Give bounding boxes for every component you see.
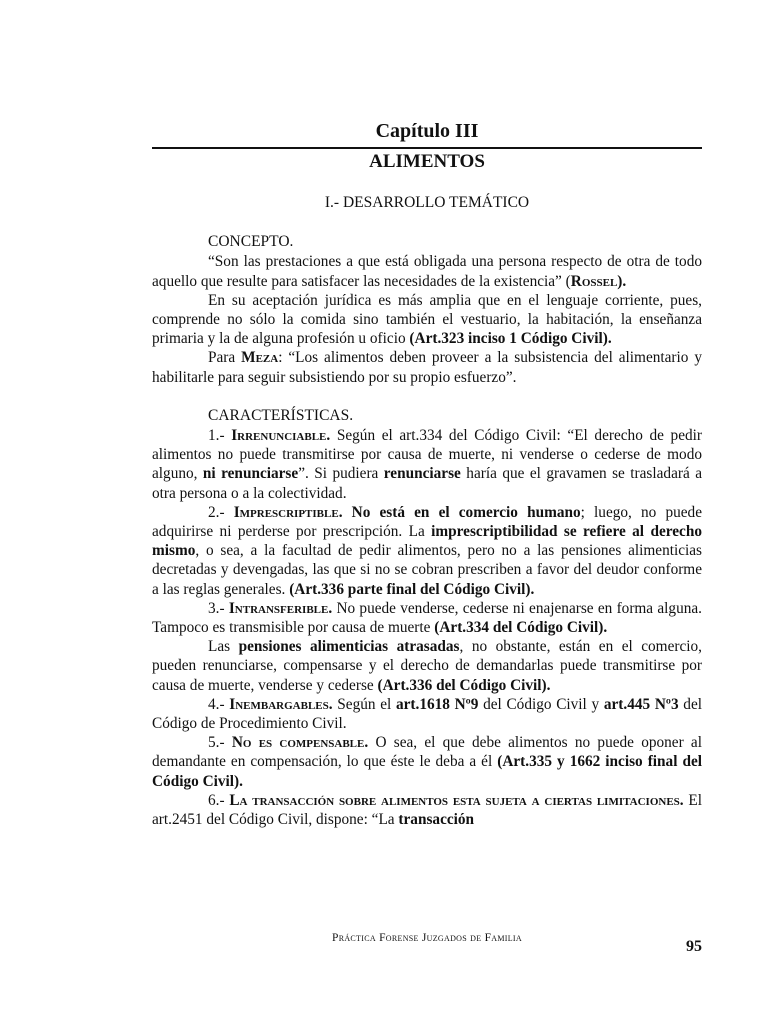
characteristic-1: 1.- Irrenunciable. Según el art.334 del Código Civil: “El derecho de pedir alimentos no puede transmitirse por causa de muerte, ni venderse o cederse de modo alguno, ni renunciarse”. Si pudiera renunciarse haría que el gravamen se trasladará a otra persona o a la colectividad. <box>152 427 702 502</box>
page-footer: Práctica Forense Juzgados de Familia <box>332 932 522 944</box>
section-heading: I.- DESARROLLO TEMÁTICO <box>324 194 530 211</box>
page-content <box>152 118 702 829</box>
characteristic-4: 4.- Inembargables. Según el art.1618 Nº9 del Código Civil y art.445 Nº3 del Código de Procedimiento Civil. <box>152 695 702 733</box>
heading-rule <box>152 147 702 149</box>
concept-heading: CONCEPTO. <box>208 233 294 251</box>
characteristic-3-note: Las pensiones alimenticias atrasadas, no obstante, están en el comercio, pueden renunciarse, compensarse y el derecho de demandarlas puede transmitirse por causa de muerte, venderse y cederse (Art.336 del Código Civil). <box>152 638 702 694</box>
characteristic-2: 2.- Imprescriptible. No está en el comercio humano; luego, no puede adquirirse ni perderse por prescripción. La imprescriptibilidad se refiere al derecho mismo, o sea, a la facultad de pedir alimentos, pero no a las pensiones alimenticias decretadas y devengadas, las que si no se cobran prescriben a favor del deudor conforme a las reglas generales. (Art.336 parte final del Código Civil). <box>152 503 702 598</box>
characteristic-3: 3.- Intransferible. No puede venderse, cederse ni enajenarse en forma alguna. Tampoco es transmisible por causa de muerte (Art.334 del Código Civil). <box>152 599 702 637</box>
concept-paragraph-2: En su aceptación jurídica es más amplia que en el lenguaje corriente, pues, comprende no sólo la comida sino también el vestuario, la habitación, la enseñanza primaria y la de alguna profesión u oficio (Art.323 inciso 1 Código Civil). <box>152 291 702 348</box>
characteristics-heading: CARACTERÍSTICAS. <box>208 406 354 424</box>
characteristic-5: 5.- No es compensable. O sea, el que debe alimentos no puede oponer al demandante en compensación, lo que éste le deba a él (Art.335 y 1662 inciso final del Código Civil). <box>152 734 702 790</box>
concept-paragraph-3: Para Meza: “Los alimentos deben proveer a la subsistencia del alimentario y habilitarle para seguir subsistiendo por su propio esfuerzo”. <box>152 349 702 386</box>
chapter-title: ALIMENTOS <box>369 151 485 172</box>
characteristic-6: 6.- La transacción sobre alimentos esta sujeta a ciertas limitaciones. El art.2451 del Código Civil, dispone: “La transacción <box>152 791 702 829</box>
chapter-heading: Capítulo III <box>375 120 479 142</box>
concept-paragraph-1: “Son las prestaciones a que está obligada una persona respecto de otra de todo aquello que resulte para satisfacer las necesidades de la existencia” (Rossel). <box>152 253 702 290</box>
page-number: 95 <box>686 938 702 955</box>
